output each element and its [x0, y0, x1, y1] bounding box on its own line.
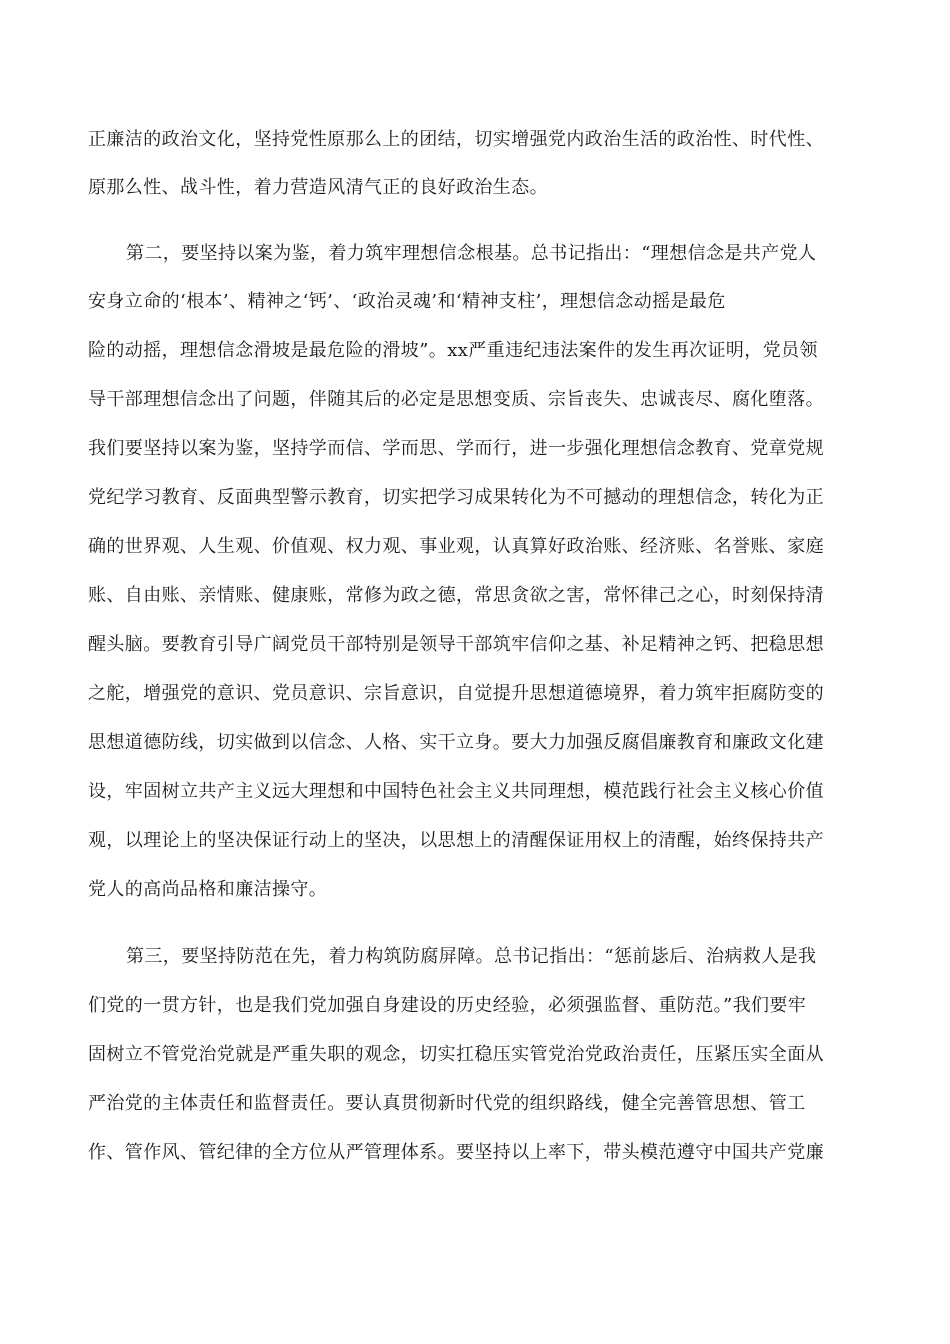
text-line: 险的动摇，理想信念滑坡是最危险的滑坡”。xx严重违纪违法案件的发生再次证明，党员领 [88, 340, 818, 361]
text-line: 确的世界观、人生观、价值观、权力观、事业观，认真算好政治账、经济账、名誉账、家庭 [88, 536, 824, 557]
text-line: 导干部理想信念出了问题，伴随其后的必定是思想变质、宗旨丧失、忠诚丧尽、腐化堕落。 [88, 389, 824, 410]
text-line: 们党的一贯方针，也是我们党加强自身建设的历史经验，必须强监督、重防范。”我们要牢 [88, 995, 807, 1016]
text-line: 安身立命的‘根本’、精神之‘钙’、‘政治灵魂’和‘精神支柱’，理想信念动摇是最危 [88, 291, 726, 312]
text-line: 党人的高尚品格和廉洁操守。 [88, 879, 328, 900]
text-line: 之舵，增强党的意识、党员意识、宗旨意识，自觉提升思想道德境界，着力筑牢拒腐防变的 [88, 683, 824, 704]
text-line: 思想道德防线，切实做到以信念、人格、实干立身。要大力加强反腐倡廉教育和廉政文化建 [88, 732, 824, 753]
text-line: 醒头脑。要教育引导广阔党员干部特别是领导干部筑牢信仰之基、补足精神之钙、把稳思想 [88, 634, 824, 655]
paragraph-3-first-line: 第三，要坚持防范在先，着力构筑防腐屏障。总书记指出：“惩前毖后、治病救人是我 [126, 946, 817, 967]
text-line: 正廉洁的政治文化，坚持党性原那么上的团结，切实增强党内政治生活的政治性、时代性、 [88, 129, 824, 150]
text-line: 我们要坚持以案为鉴，坚持学而信、学而思、学而行，进一步强化理想信念教育、党章党规 [88, 438, 824, 459]
text-line: 观，以理论上的坚决保证行动上的坚决，以思想上的清醒保证用权上的清醒，始终保持共产 [88, 830, 824, 851]
text-line: 账、自由账、亲情账、健康账，常修为政之德，常思贪欲之害，常怀律己之心，时刻保持清 [88, 585, 824, 606]
text-line: 固树立不管党治党就是严重失职的观念，切实扛稳压实管党治党政治责任，压紧压实全面从 [88, 1044, 824, 1065]
text-line: 设，牢固树立共产主义远大理想和中国特色社会主义共同理想，模范践行社会主义核心价值 [88, 781, 824, 802]
text-line: 原那么性、战斗性，着力营造风清气正的良好政治生态。 [88, 177, 548, 198]
text-line: 党纪学习教育、反面典型警示教育，切实把学习成果转化为不可撼动的理想信念，转化为正 [88, 487, 824, 508]
paragraph-2-first-line: 第二，要坚持以案为鉴，着力筑牢理想信念根基。总书记指出：“理想信念是共产党人 [126, 243, 817, 264]
text-line: 作、管作风、管纪律的全方位从严管理体系。要坚持以上率下，带头模范遵守中国共产党廉 [88, 1142, 824, 1163]
text-line: 严治党的主体责任和监督责任。要认真贯彻新时代党的组织路线，健全完善管思想、管工 [88, 1093, 806, 1114]
